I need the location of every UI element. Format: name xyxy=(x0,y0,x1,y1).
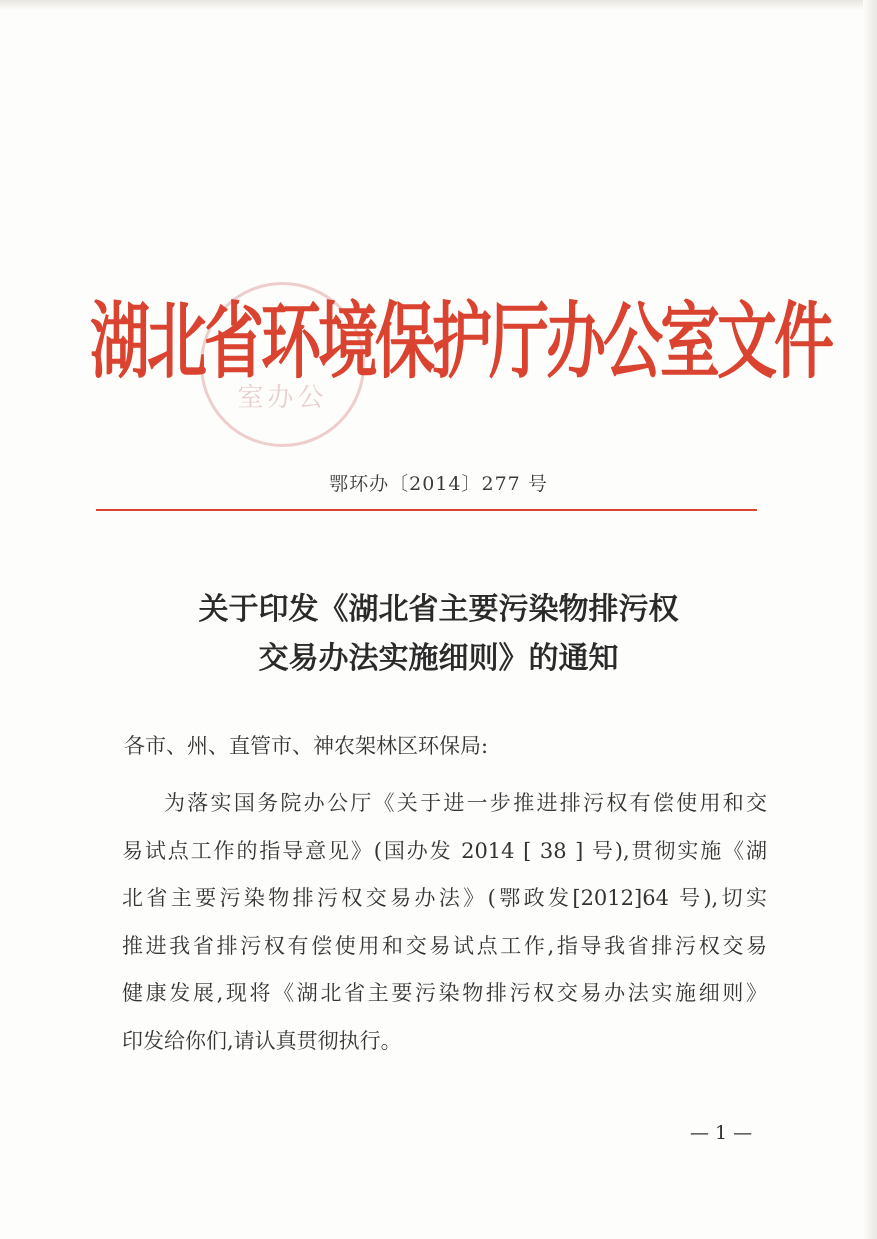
document-number: 鄂环办〔2014〕277 号 xyxy=(329,473,548,495)
notice-title-line-2: 交易办法实施细则》的通知 xyxy=(258,641,619,676)
notice-title xyxy=(0,585,877,683)
body-line: 易试点工作的指导意见》(国办发 2014 [ 38 ] 号),贯彻实施《湖 xyxy=(122,838,767,863)
body-line: 推进我省排污权有偿使用和交易试点工作,指导我省排污权交易 xyxy=(122,933,767,958)
body-line: 健康发展,现将《湖北省主要污染物排污权交易办法实施细则》 xyxy=(122,981,767,1005)
body-line: 印发给你们,请认真贯彻执行。 xyxy=(122,1028,402,1053)
body-line: 北省主要污染物排污权交易办法》(鄂政发[2012]64 号),切实 xyxy=(122,886,767,910)
page-number: — 1 — xyxy=(690,1122,753,1144)
scan-edge-top xyxy=(0,0,877,10)
body-paragraph xyxy=(122,780,767,1065)
seal-text: 室办公 xyxy=(237,383,328,413)
notice-title-line-1: 关于印发《湖北省主要污染物排污权 xyxy=(198,592,679,627)
body-line: 为落实国务院办公厅《关于进一步推进排污权有偿使用和交 xyxy=(164,791,767,815)
salutation: 各市、州、直管市、神农架林区环保局: xyxy=(124,734,489,758)
document-header-title: 湖北省环境保护厅办公室文件 xyxy=(90,293,831,391)
red-divider-line xyxy=(96,509,757,511)
